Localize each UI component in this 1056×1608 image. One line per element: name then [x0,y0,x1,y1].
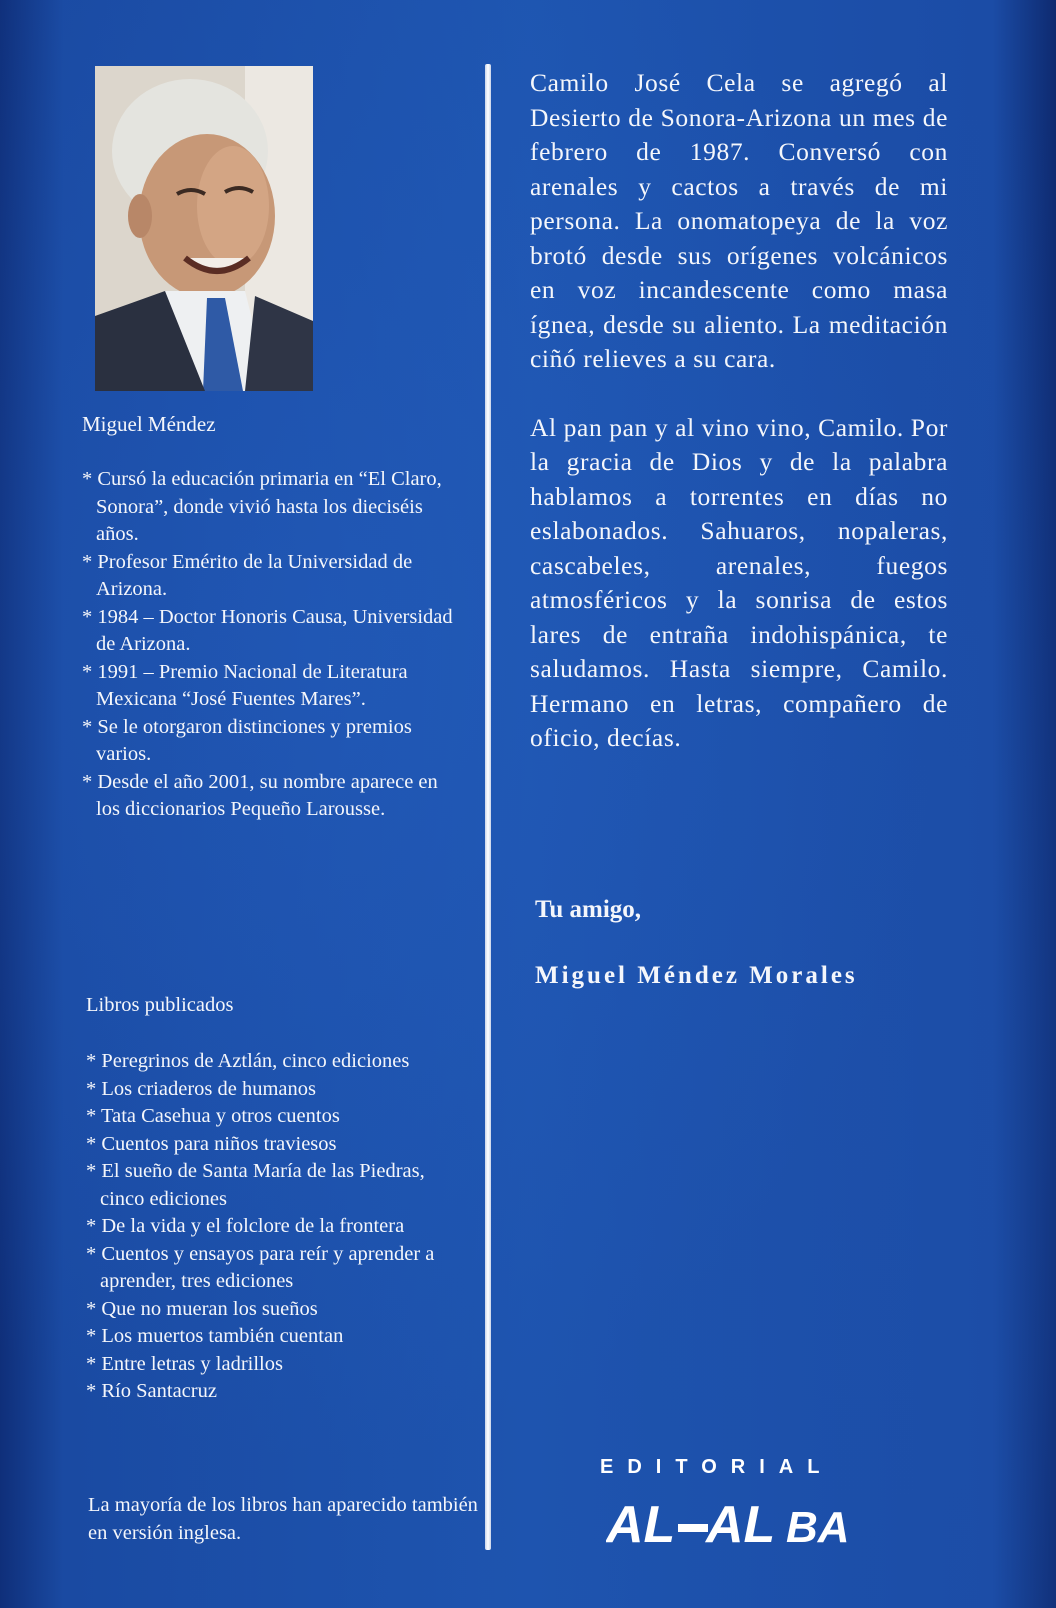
letter-body [530,66,948,790]
letter-closing: Tu amigo, [535,896,642,923]
author-bio-list [82,466,462,824]
bio-item: * Se le otorgaron distinciones y premios varios. [82,714,462,769]
book-item: * Que no mueran los sueños [86,1296,466,1324]
letter-paragraph: Al pan pan y al vino vino, Camilo. Por la gracia de Dios y de la palabra hablamos a torrentes en días no eslabonados. Sahuaros, nopaleras, cascabeles, arenales, fuegos atmosféricos y la sonrisa de estos lares de entraña indohispánica, te saludamos. Hasta siempre, Camilo. Hermano en letras, compañero de oficio, decías. [530,412,949,752]
logo-bar [678,1524,708,1532]
logo-letters-3: BA [786,1503,850,1552]
bio-item: * 1991 – Premio Nacional de Literatura Mexicana “José Fuentes Mares”. [82,659,462,714]
letter-signature: Miguel Méndez Morales [535,962,858,989]
book-item: * Entre letras y ladrillos [86,1351,466,1379]
book-item: * De la vida y el folclore de la frontera [86,1213,466,1241]
book-item: * Cuentos y ensayos para reír y aprender a aprender, tres ediciones [86,1241,466,1296]
logo-letters-2: AL [706,1496,776,1552]
column-divider [485,64,491,1550]
author-photo [95,66,313,391]
publisher-logo [606,1490,896,1552]
logo-letters-1: AL [606,1496,676,1552]
bio-item: * Desde el año 2001, su nombre aparece en los diccionarios Pequeño Larousse. [82,769,462,824]
letter-paragraph: Camilo José Cela se agregó al Desierto de Sonora-Arizona un mes de febrero de 1987. Conversó con arenales y cactos a través de mi persona. La onomatopeya de la voz brotó desde sus orígenes volcánicos en voz incandescente como masa ígnea, desde su aliento. La meditación ciñó relieves a su cara. [530,68,948,373]
book-item: * Cuentos para niños traviesos [86,1131,466,1159]
book-item: * El sueño de Santa María de las Piedras, cinco ediciones [86,1158,466,1213]
book-item: * Los criaderos de humanos [86,1076,466,1104]
book-item: * Tata Casehua y otros cuentos [86,1103,466,1131]
bio-item: * Profesor Emérito de la Universidad de Arizona. [82,549,462,604]
photo-caption: Miguel Méndez [82,412,216,436]
book-item: * Los muertos también cuentan [86,1323,466,1351]
bio-item: * 1984 – Doctor Honoris Causa, Universidad de Arizona. [82,604,462,659]
translation-note: La mayoría de los libros han aparecido también en versión inglesa. [88,1494,478,1544]
book-item: * Peregrinos de Aztlán, cinco ediciones [86,1048,466,1076]
publisher-name: EDITORIAL [600,1456,834,1478]
book-item: * Río Santacruz [86,1378,466,1406]
published-books-list [86,1048,466,1406]
books-heading: Libros publicados [86,994,234,1016]
bio-item: * Cursó la educación primaria en “El Claro, Sonora”, donde vivió hasta los dieciséis años. [82,466,462,549]
